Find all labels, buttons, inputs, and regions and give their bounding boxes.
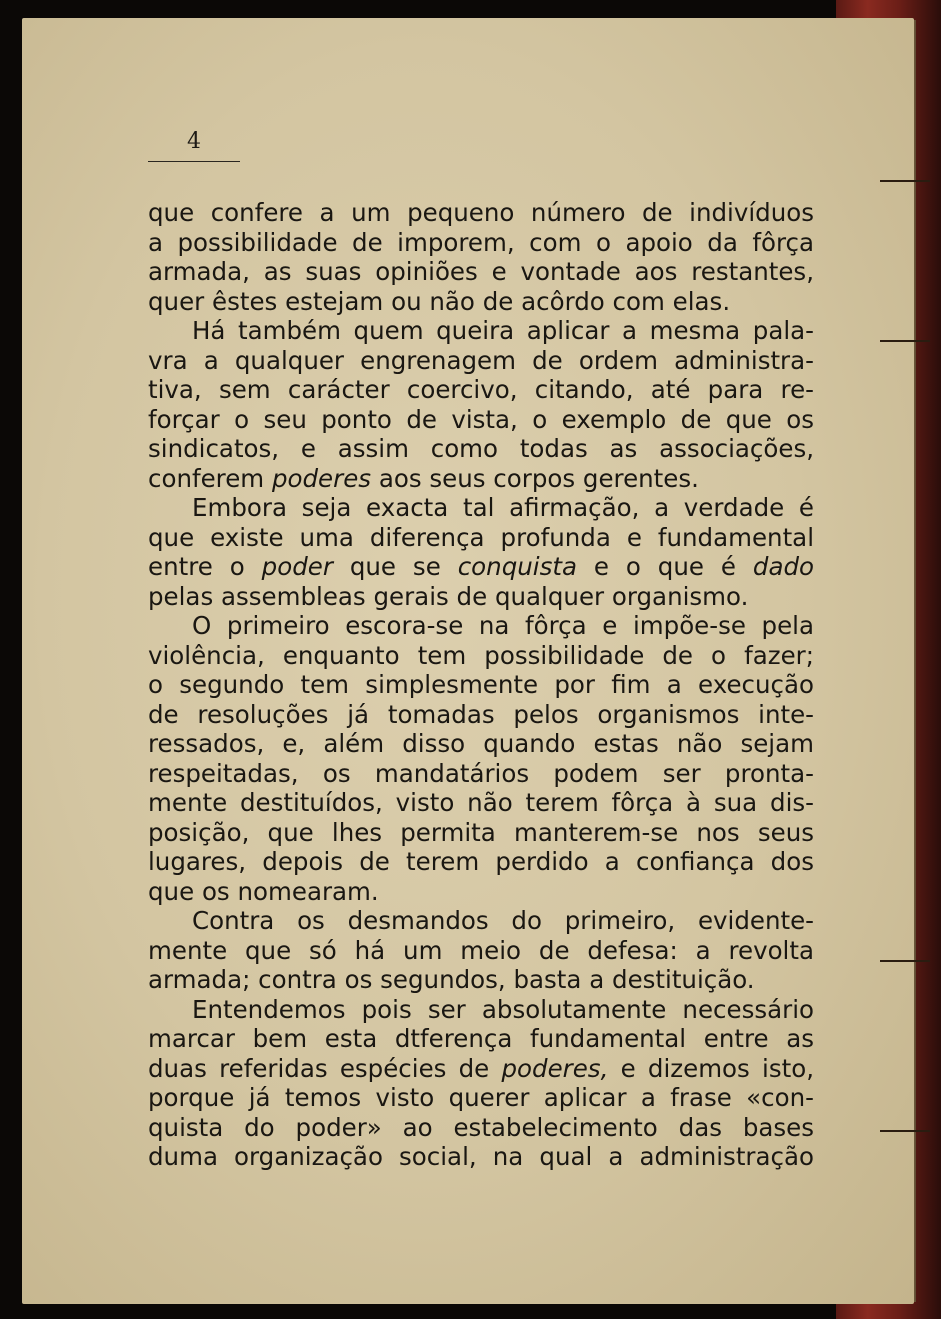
text-run: que existe uma diferença profunda e fundamental	[148, 522, 814, 552]
text-run: vra a qualquer engrenagem de ordem administra-	[148, 345, 814, 375]
binding-stitch	[880, 960, 930, 968]
text-line	[148, 759, 814, 789]
text-line	[148, 228, 814, 258]
text-run: ressados, e, além disso quando estas não sejam	[148, 729, 814, 758]
text-line	[148, 1083, 814, 1113]
text-line	[148, 464, 814, 494]
text-run: aos seus corpos gerentes.	[371, 463, 699, 493]
text-run: que se	[332, 552, 458, 581]
text-run: mente destituídos, visto não terem fôrça à sua dis-	[148, 788, 814, 817]
italic-word: conquista	[457, 552, 577, 581]
text-run: posição, que lhes permita manterem-se nos seus	[148, 817, 814, 847]
paragraph	[148, 995, 814, 1172]
italic-word: poderes,	[501, 1053, 609, 1083]
text-run: quer êstes estejam ou não de acôrdo com elas.	[148, 286, 731, 316]
text-line	[148, 995, 814, 1025]
text-line	[148, 405, 814, 435]
binding-stitch	[880, 340, 930, 348]
text-run: forçar o seu ponto de vista, o exemplo de que os	[148, 404, 814, 434]
text-line	[148, 1024, 814, 1054]
text-line	[148, 287, 814, 317]
text-line	[148, 523, 814, 553]
text-run: que confere a um pequeno número de indivíduos	[148, 198, 814, 227]
text-run: a possibilidade de imporem, com o apoio da fôrça	[148, 227, 814, 257]
text-line	[148, 818, 814, 848]
body-text	[148, 198, 814, 1172]
text-line	[148, 700, 814, 730]
text-line	[148, 1054, 814, 1084]
text-run: pelas assembleas gerais de qualquer organismo.	[148, 581, 749, 611]
text-line	[148, 1142, 814, 1172]
paragraph	[148, 316, 814, 493]
text-run: entre o	[148, 552, 262, 581]
text-run: lugares, depois de terem perdido a confiança dos	[148, 847, 814, 876]
italic-word: dado	[752, 552, 815, 581]
text-run: mente que só há um meio de defesa: a revolta	[148, 935, 814, 965]
text-run: marcar bem esta dtferença fundamental entre as	[148, 1024, 814, 1053]
text-line	[148, 611, 814, 641]
text-run: quista do poder» ao estabelecimento das bases	[148, 1112, 814, 1142]
text-run: duma organização social, na qual a administração	[148, 1142, 814, 1171]
text-run: violência, enquanto tem possibilidade de o fazer;	[148, 640, 814, 670]
text-run: Embora seja exacta tal afirmação, a verdade é	[192, 493, 814, 522]
paragraph	[148, 493, 814, 611]
text-line	[148, 198, 814, 228]
text-run: O primeiro escora-se na fôrça e impõe-se pela	[192, 611, 814, 640]
text-run: tiva, sem carácter coercivo, citando, até para re-	[148, 375, 814, 404]
text-line	[148, 316, 814, 346]
text-line	[148, 788, 814, 818]
text-line	[148, 375, 814, 405]
text-run: Contra os desmandos do primeiro, evidente-	[192, 906, 814, 935]
text-run: de resoluções já tomadas pelos organismos inte-	[148, 699, 814, 729]
text-line	[148, 641, 814, 671]
text-run: e o que é	[576, 552, 753, 581]
text-line	[148, 552, 814, 582]
italic-word: poderes	[271, 463, 372, 493]
text-line	[148, 582, 814, 612]
text-run: Há também quem queira aplicar a mesma pala-	[192, 316, 814, 345]
text-line	[148, 434, 814, 464]
text-run: o segundo tem simplesmente por fim a execução	[148, 670, 814, 699]
paragraph	[148, 906, 814, 995]
text-line	[148, 965, 814, 995]
text-run: duas referidas espécies de	[148, 1053, 502, 1083]
italic-word: poder	[261, 552, 333, 581]
text-line	[148, 257, 814, 287]
binding-stitch	[880, 180, 930, 188]
text-run: e dizemos isto,	[608, 1053, 814, 1083]
text-line	[148, 670, 814, 700]
paragraph	[148, 198, 814, 316]
text-run: que os nomearam.	[148, 876, 379, 906]
text-line	[148, 936, 814, 966]
text-run: respeitadas, os mandatários podem ser pronta-	[148, 758, 814, 788]
paragraph	[148, 611, 814, 906]
text-line	[148, 346, 814, 376]
text-run: Entendemos pois ser absolutamente necessário	[192, 994, 814, 1024]
text-run: armada; contra os segundos, basta a destituição.	[148, 965, 755, 994]
text-line	[148, 493, 814, 523]
text-line	[148, 847, 814, 877]
text-run: sindicatos, e assim como todas as associações,	[148, 434, 814, 463]
page-number: 4	[148, 128, 240, 162]
text-line	[148, 729, 814, 759]
text-line	[148, 906, 814, 936]
text-run: armada, as suas opiniões e vontade aos restantes,	[148, 257, 814, 286]
binding-stitch	[880, 1130, 930, 1138]
text-line	[148, 1113, 814, 1143]
text-run: porque já temos visto querer aplicar a frase «con-	[148, 1083, 814, 1112]
text-run: conferem	[148, 463, 272, 493]
text-line	[148, 877, 814, 907]
